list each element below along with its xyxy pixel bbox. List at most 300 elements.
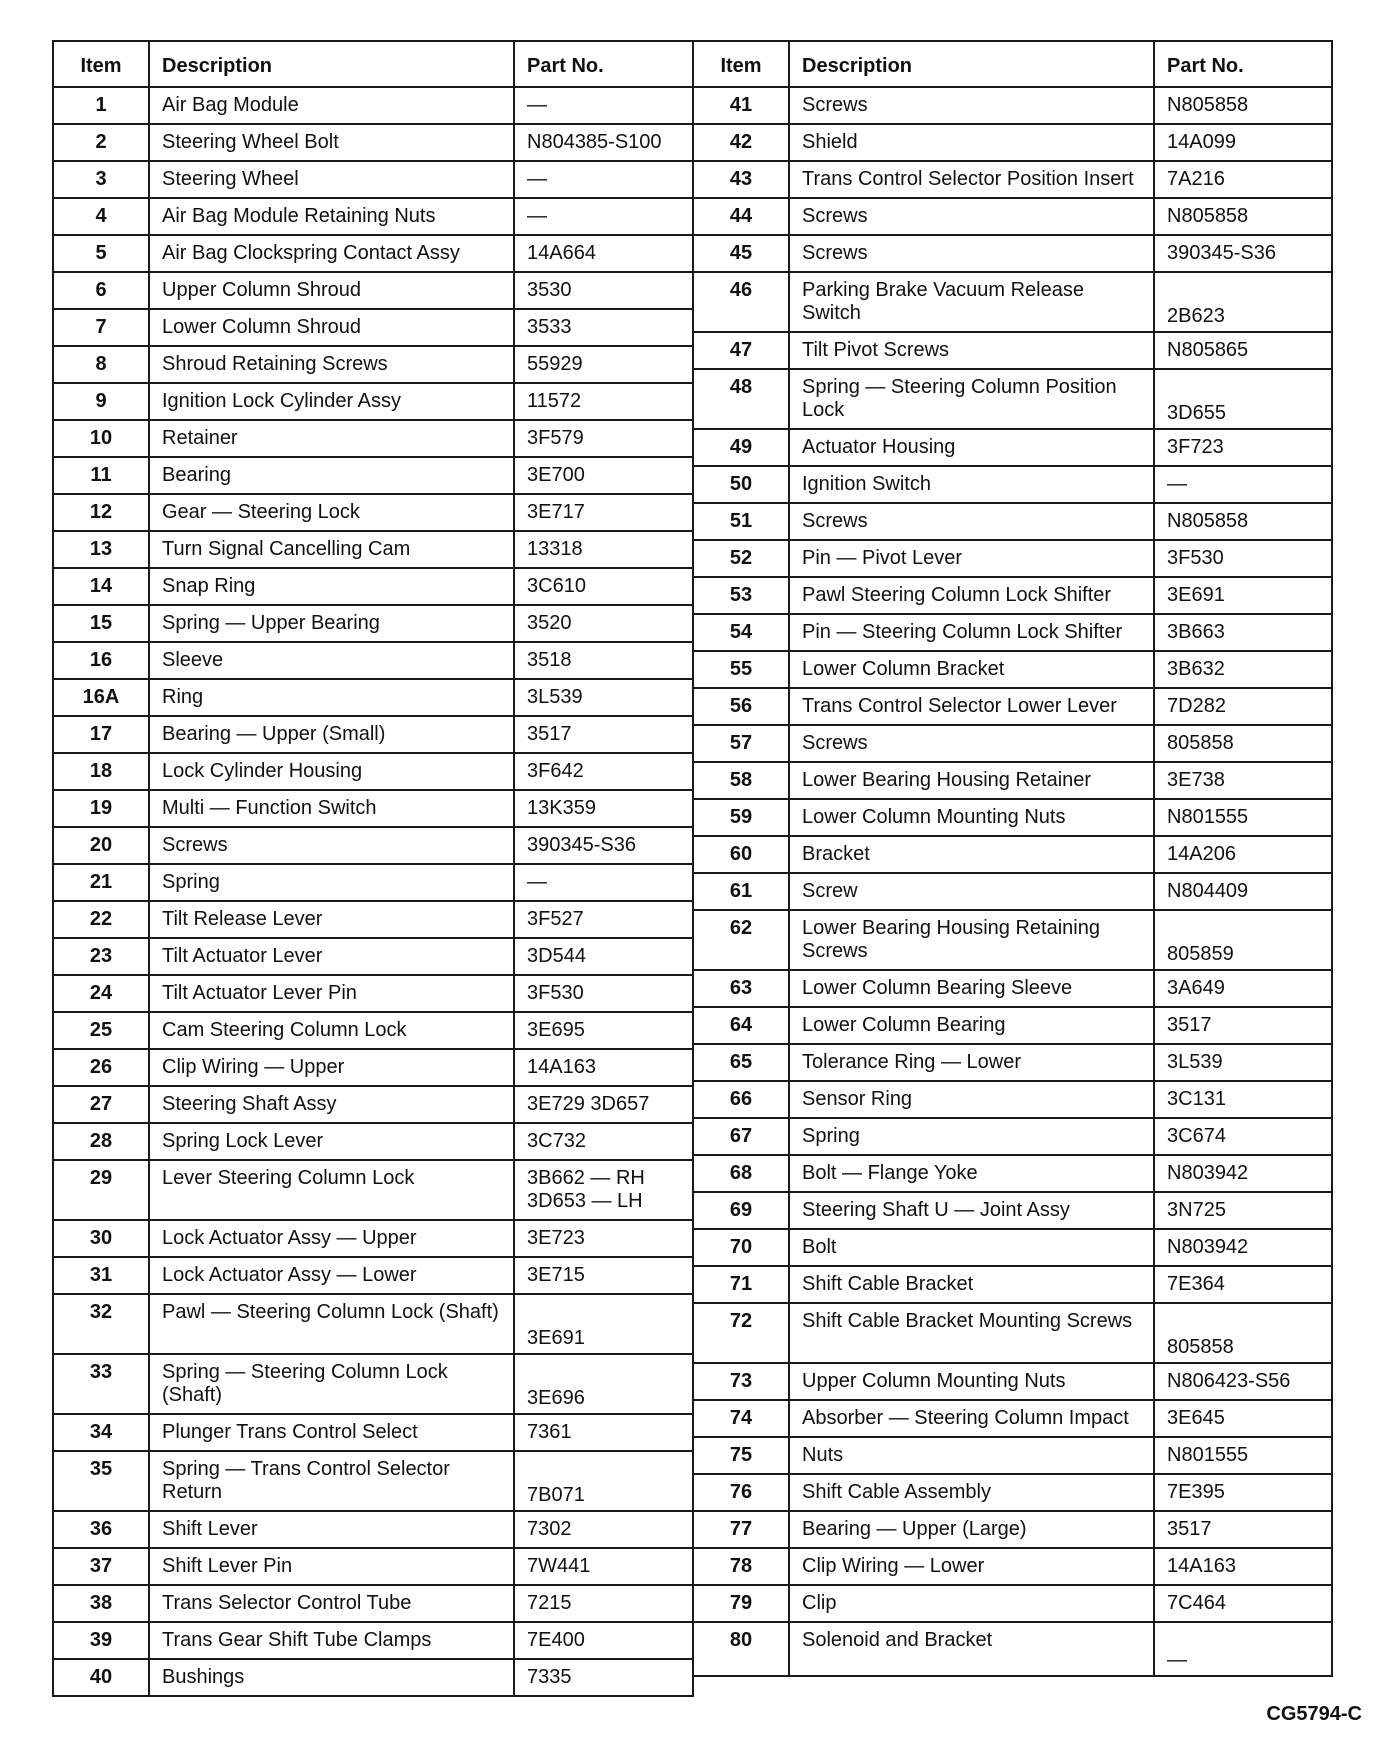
header-item: Item	[693, 41, 789, 87]
table-row	[693, 332, 1332, 369]
item-number: 43	[693, 161, 789, 198]
table-row	[693, 1303, 1332, 1363]
part-number: 3B632	[1154, 651, 1332, 688]
table-row	[53, 198, 693, 235]
table-row	[693, 577, 1332, 614]
item-description: Absorber — Steering Column Impact	[789, 1400, 1154, 1437]
item-description: Spring — Steering Column Lock (Shaft)	[149, 1354, 514, 1414]
part-number: 805859	[1154, 910, 1332, 970]
table-row	[53, 309, 693, 346]
part-number: 3E723	[514, 1220, 693, 1257]
header-part-no: Part No.	[1154, 41, 1332, 87]
item-number: 16A	[53, 679, 149, 716]
item-description: Trans Control Selector Lower Lever	[789, 688, 1154, 725]
item-number: 37	[53, 1548, 149, 1585]
header-description: Description	[789, 41, 1154, 87]
part-number: 3F530	[514, 975, 693, 1012]
item-number: 38	[53, 1585, 149, 1622]
table-row	[53, 753, 693, 790]
part-number: 3517	[514, 716, 693, 753]
part-number: 55929	[514, 346, 693, 383]
item-number: 76	[693, 1474, 789, 1511]
item-description: Shift Cable Bracket Mounting Screws	[789, 1303, 1154, 1363]
item-description: Upper Column Mounting Nuts	[789, 1363, 1154, 1400]
item-description: Shroud Retaining Screws	[149, 346, 514, 383]
item-number: 67	[693, 1118, 789, 1155]
item-number: 36	[53, 1511, 149, 1548]
part-number: 7A216	[1154, 161, 1332, 198]
item-number: 13	[53, 531, 149, 568]
table-row	[53, 1622, 693, 1659]
part-number: N805858	[1154, 198, 1332, 235]
part-number: —	[514, 864, 693, 901]
item-description: Upper Column Shroud	[149, 272, 514, 309]
item-number: 80	[693, 1622, 789, 1676]
table-row	[693, 235, 1332, 272]
item-description: Pawl Steering Column Lock Shifter	[789, 577, 1154, 614]
item-description: Cam Steering Column Lock	[149, 1012, 514, 1049]
table-row	[53, 124, 693, 161]
item-description: Screws	[789, 725, 1154, 762]
part-number: N803942	[1154, 1229, 1332, 1266]
item-description: Retainer	[149, 420, 514, 457]
item-description: Ring	[149, 679, 514, 716]
item-description: Bearing — Upper (Large)	[789, 1511, 1154, 1548]
item-number: 24	[53, 975, 149, 1012]
item-number: 33	[53, 1354, 149, 1414]
item-description: Lower Column Bracket	[789, 651, 1154, 688]
part-number: N801555	[1154, 1437, 1332, 1474]
table-row	[53, 1160, 693, 1220]
table-row	[693, 1474, 1332, 1511]
part-number: 14A664	[514, 235, 693, 272]
part-number: 390345-S36	[1154, 235, 1332, 272]
item-description: Multi — Function Switch	[149, 790, 514, 827]
item-number: 62	[693, 910, 789, 970]
table-row	[693, 873, 1332, 910]
table-row	[693, 725, 1332, 762]
item-description: Lever Steering Column Lock	[149, 1160, 514, 1220]
table-row	[693, 1155, 1332, 1192]
table-row	[53, 1049, 693, 1086]
part-number: N805865	[1154, 332, 1332, 369]
item-number: 44	[693, 198, 789, 235]
part-number: 3L539	[1154, 1044, 1332, 1081]
part-number: 3E715	[514, 1257, 693, 1294]
item-number: 41	[693, 87, 789, 124]
part-number: 805858	[1154, 1303, 1332, 1363]
part-number: 3D544	[514, 938, 693, 975]
item-description: Spring — Upper Bearing	[149, 605, 514, 642]
header-description: Description	[149, 41, 514, 87]
part-number: 13318	[514, 531, 693, 568]
part-number: 7E400	[514, 1622, 693, 1659]
item-description: Bracket	[789, 836, 1154, 873]
table-row	[53, 1548, 693, 1585]
item-description: Turn Signal Cancelling Cam	[149, 531, 514, 568]
item-description: Spring Lock Lever	[149, 1123, 514, 1160]
table-row	[53, 1257, 693, 1294]
item-number: 46	[693, 272, 789, 332]
item-number: 19	[53, 790, 149, 827]
table-row	[53, 1220, 693, 1257]
table-row	[693, 1118, 1332, 1155]
part-number: 7335	[514, 1659, 693, 1696]
table-row	[53, 457, 693, 494]
part-number: 3518	[514, 642, 693, 679]
item-description: Tilt Pivot Screws	[789, 332, 1154, 369]
table-row	[53, 938, 693, 975]
part-number: 14A163	[514, 1049, 693, 1086]
item-description: Air Bag Module	[149, 87, 514, 124]
part-number: 3F527	[514, 901, 693, 938]
item-number: 52	[693, 540, 789, 577]
table-row	[693, 1044, 1332, 1081]
item-description: Air Bag Clockspring Contact Assy	[149, 235, 514, 272]
item-number: 8	[53, 346, 149, 383]
item-number: 56	[693, 688, 789, 725]
table-row	[693, 466, 1332, 503]
table-row	[53, 1012, 693, 1049]
table-row	[693, 429, 1332, 466]
table-row	[53, 1414, 693, 1451]
table-row	[53, 1294, 693, 1354]
table-row	[693, 272, 1332, 332]
item-number: 75	[693, 1437, 789, 1474]
item-description: Lower Column Bearing Sleeve	[789, 970, 1154, 1007]
item-number: 26	[53, 1049, 149, 1086]
item-number: 14	[53, 568, 149, 605]
item-number: 66	[693, 1081, 789, 1118]
table-row	[53, 161, 693, 198]
table-row	[693, 1081, 1332, 1118]
item-description: Clip	[789, 1585, 1154, 1622]
table-row	[53, 568, 693, 605]
part-number: 7W441	[514, 1548, 693, 1585]
item-description: Snap Ring	[149, 568, 514, 605]
table-row	[693, 1511, 1332, 1548]
table-row	[693, 369, 1332, 429]
table-row	[53, 790, 693, 827]
table-row	[53, 864, 693, 901]
table-row	[693, 762, 1332, 799]
item-description: Trans Gear Shift Tube Clamps	[149, 1622, 514, 1659]
part-number: 3C732	[514, 1123, 693, 1160]
item-description: Bolt — Flange Yoke	[789, 1155, 1154, 1192]
item-description: Screw	[789, 873, 1154, 910]
figure-code: CG5794-C	[1266, 1703, 1362, 1725]
table-row	[693, 1437, 1332, 1474]
part-number: 3C674	[1154, 1118, 1332, 1155]
part-number: N806423-S56	[1154, 1363, 1332, 1400]
item-number: 7	[53, 309, 149, 346]
part-number: —	[514, 198, 693, 235]
item-number: 58	[693, 762, 789, 799]
part-number: 7215	[514, 1585, 693, 1622]
part-number: 3F530	[1154, 540, 1332, 577]
item-description: Lower Bearing Housing Retaining Screws	[789, 910, 1154, 970]
part-number: 3E738	[1154, 762, 1332, 799]
item-number: 65	[693, 1044, 789, 1081]
table-row	[53, 235, 693, 272]
item-description: Clip Wiring — Upper	[149, 1049, 514, 1086]
table-row	[693, 161, 1332, 198]
item-number: 68	[693, 1155, 789, 1192]
item-number: 21	[53, 864, 149, 901]
item-description: Screws	[789, 198, 1154, 235]
part-number: 390345-S36	[514, 827, 693, 864]
item-description: Screws	[789, 87, 1154, 124]
table-row	[693, 198, 1332, 235]
part-number: 3E691	[514, 1294, 693, 1354]
item-number: 61	[693, 873, 789, 910]
item-number: 49	[693, 429, 789, 466]
item-description: Ignition Switch	[789, 466, 1154, 503]
part-number: 3F642	[514, 753, 693, 790]
item-description: Shift Cable Bracket	[789, 1266, 1154, 1303]
table-row	[693, 836, 1332, 873]
item-number: 18	[53, 753, 149, 790]
table-row	[693, 1622, 1332, 1676]
item-description: Solenoid and Bracket	[789, 1622, 1154, 1676]
item-number: 39	[53, 1622, 149, 1659]
item-description: Lower Bearing Housing Retainer	[789, 762, 1154, 799]
table-row	[693, 87, 1332, 124]
part-number: 11572	[514, 383, 693, 420]
table-row	[693, 688, 1332, 725]
item-description: Spring — Steering Column Position Lock	[789, 369, 1154, 429]
part-number: —	[514, 161, 693, 198]
item-description: Bearing — Upper (Small)	[149, 716, 514, 753]
parts-table-right	[692, 40, 1333, 1677]
part-number: 3E645	[1154, 1400, 1332, 1437]
part-number: 3533	[514, 309, 693, 346]
part-number: 3E729 3D657	[514, 1086, 693, 1123]
part-number: N801555	[1154, 799, 1332, 836]
part-number: 3E717	[514, 494, 693, 531]
part-number: 3520	[514, 605, 693, 642]
parts-table-left	[52, 40, 694, 1697]
table-row	[53, 1511, 693, 1548]
part-number: 7D282	[1154, 688, 1332, 725]
item-description: Gear — Steering Lock	[149, 494, 514, 531]
table-row	[53, 1585, 693, 1622]
table-row	[53, 1123, 693, 1160]
part-number: —	[1154, 466, 1332, 503]
table-row	[53, 383, 693, 420]
item-number: 72	[693, 1303, 789, 1363]
table-row	[693, 970, 1332, 1007]
item-description: Spring — Trans Control Selector Return	[149, 1451, 514, 1511]
part-number: 7E364	[1154, 1266, 1332, 1303]
item-number: 15	[53, 605, 149, 642]
part-number: 3A649	[1154, 970, 1332, 1007]
item-description: Tilt Release Lever	[149, 901, 514, 938]
item-number: 69	[693, 1192, 789, 1229]
item-number: 55	[693, 651, 789, 688]
part-number: 3D655	[1154, 369, 1332, 429]
item-description: Trans Selector Control Tube	[149, 1585, 514, 1622]
item-number: 71	[693, 1266, 789, 1303]
item-number: 25	[53, 1012, 149, 1049]
table-row	[693, 799, 1332, 836]
item-description: Lock Actuator Assy — Lower	[149, 1257, 514, 1294]
table-row	[693, 1585, 1332, 1622]
table-row	[53, 272, 693, 309]
item-number: 77	[693, 1511, 789, 1548]
table-row	[53, 679, 693, 716]
item-number: 70	[693, 1229, 789, 1266]
table-row	[693, 124, 1332, 161]
table-row	[53, 87, 693, 124]
item-number: 22	[53, 901, 149, 938]
item-number: 48	[693, 369, 789, 429]
item-description: Shield	[789, 124, 1154, 161]
table-row	[693, 1363, 1332, 1400]
item-number: 79	[693, 1585, 789, 1622]
part-number: —	[1154, 1622, 1332, 1676]
table-row	[53, 827, 693, 864]
item-description: Tolerance Ring — Lower	[789, 1044, 1154, 1081]
table-row	[693, 910, 1332, 970]
item-description: Pin — Pivot Lever	[789, 540, 1154, 577]
part-number: 14A099	[1154, 124, 1332, 161]
item-description: Pin — Steering Column Lock Shifter	[789, 614, 1154, 651]
table-row	[693, 1266, 1332, 1303]
table-row	[693, 1548, 1332, 1585]
item-description: Shift Cable Assembly	[789, 1474, 1154, 1511]
item-description: Lock Actuator Assy — Upper	[149, 1220, 514, 1257]
item-description: Clip Wiring — Lower	[789, 1548, 1154, 1585]
item-description: Actuator Housing	[789, 429, 1154, 466]
item-description: Shift Lever Pin	[149, 1548, 514, 1585]
table-row	[53, 531, 693, 568]
item-number: 35	[53, 1451, 149, 1511]
item-number: 1	[53, 87, 149, 124]
item-description: Shift Lever	[149, 1511, 514, 1548]
item-number: 12	[53, 494, 149, 531]
item-description: Screws	[789, 503, 1154, 540]
table-row	[693, 1192, 1332, 1229]
item-number: 5	[53, 235, 149, 272]
item-description: Bushings	[149, 1659, 514, 1696]
part-number: N804385-S100	[514, 124, 693, 161]
part-number: 3F579	[514, 420, 693, 457]
item-description: Trans Control Selector Position Insert	[789, 161, 1154, 198]
item-number: 50	[693, 466, 789, 503]
item-number: 30	[53, 1220, 149, 1257]
table-row	[693, 614, 1332, 651]
item-number: 54	[693, 614, 789, 651]
part-number: 7302	[514, 1511, 693, 1548]
item-number: 73	[693, 1363, 789, 1400]
item-number: 32	[53, 1294, 149, 1354]
item-number: 59	[693, 799, 789, 836]
item-description: Screws	[149, 827, 514, 864]
item-number: 78	[693, 1548, 789, 1585]
item-number: 29	[53, 1160, 149, 1220]
table-row	[693, 503, 1332, 540]
table-row	[53, 605, 693, 642]
part-number: 3N725	[1154, 1192, 1332, 1229]
item-description: Pawl — Steering Column Lock (Shaft)	[149, 1294, 514, 1354]
part-number: 3B662 — RH 3D653 — LH	[514, 1160, 693, 1220]
part-number: 14A206	[1154, 836, 1332, 873]
part-number: 3C131	[1154, 1081, 1332, 1118]
part-number: 7C464	[1154, 1585, 1332, 1622]
item-number: 47	[693, 332, 789, 369]
item-description: Tilt Actuator Lever	[149, 938, 514, 975]
item-number: 74	[693, 1400, 789, 1437]
item-number: 42	[693, 124, 789, 161]
table-row	[53, 1451, 693, 1511]
item-description: Sensor Ring	[789, 1081, 1154, 1118]
part-number: 3E695	[514, 1012, 693, 1049]
item-number: 3	[53, 161, 149, 198]
item-number: 16	[53, 642, 149, 679]
item-description: Steering Wheel Bolt	[149, 124, 514, 161]
item-number: 34	[53, 1414, 149, 1451]
item-description: Nuts	[789, 1437, 1154, 1474]
header-part-no: Part No.	[514, 41, 693, 87]
item-number: 17	[53, 716, 149, 753]
item-number: 20	[53, 827, 149, 864]
item-description: Parking Brake Vacuum Release Switch	[789, 272, 1154, 332]
item-number: 57	[693, 725, 789, 762]
table-row	[53, 901, 693, 938]
header-row	[53, 41, 693, 87]
item-number: 11	[53, 457, 149, 494]
table-row	[53, 1086, 693, 1123]
table-row	[53, 1659, 693, 1696]
table-row	[693, 540, 1332, 577]
item-number: 51	[693, 503, 789, 540]
table-row	[693, 1400, 1332, 1437]
part-number: N805858	[1154, 503, 1332, 540]
table-row	[53, 1354, 693, 1414]
item-description: Steering Shaft Assy	[149, 1086, 514, 1123]
item-description: Spring	[789, 1118, 1154, 1155]
part-number: 14A163	[1154, 1548, 1332, 1585]
table-row	[693, 651, 1332, 688]
item-description: Bearing	[149, 457, 514, 494]
table-row	[693, 1007, 1332, 1044]
table-row	[693, 1229, 1332, 1266]
item-number: 27	[53, 1086, 149, 1123]
item-number: 53	[693, 577, 789, 614]
item-description: Spring	[149, 864, 514, 901]
item-description: Air Bag Module Retaining Nuts	[149, 198, 514, 235]
item-number: 63	[693, 970, 789, 1007]
header-row	[693, 41, 1332, 87]
part-number: 7361	[514, 1414, 693, 1451]
header-item: Item	[53, 41, 149, 87]
item-number: 28	[53, 1123, 149, 1160]
item-description: Plunger Trans Control Select	[149, 1414, 514, 1451]
part-number: 3517	[1154, 1511, 1332, 1548]
item-description: Tilt Actuator Lever Pin	[149, 975, 514, 1012]
item-number: 23	[53, 938, 149, 975]
part-number: 3530	[514, 272, 693, 309]
part-number: N803942	[1154, 1155, 1332, 1192]
part-number: 3E691	[1154, 577, 1332, 614]
table-row	[53, 716, 693, 753]
part-number: 3E696	[514, 1354, 693, 1414]
item-description: Steering Shaft U — Joint Assy	[789, 1192, 1154, 1229]
item-description: Screws	[789, 235, 1154, 272]
part-number: 2B623	[1154, 272, 1332, 332]
item-number: 45	[693, 235, 789, 272]
